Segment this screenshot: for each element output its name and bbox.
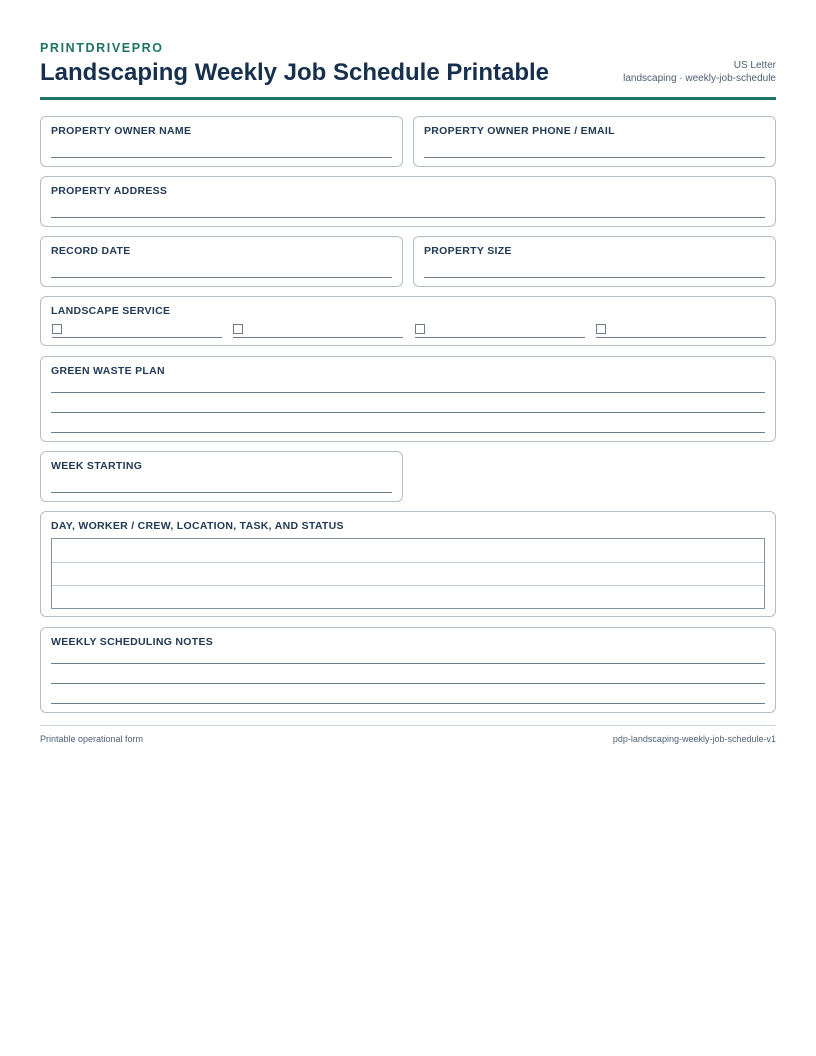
green-waste-line-2[interactable]: [51, 412, 765, 413]
service-option-3-checkbox[interactable]: [415, 324, 425, 334]
week-starting-label: WEEK STARTING: [51, 460, 143, 472]
green-waste-plan-field: [40, 356, 776, 442]
category-path: landscaping · weekly-job-schedule: [623, 73, 776, 84]
footer-form-id: pdp-landscaping-weekly-job-schedule-v1: [612, 734, 776, 744]
brand-name: PRINTDRIVEPRO: [40, 41, 164, 55]
owner-name-input-line[interactable]: [51, 157, 392, 158]
form-footer: [40, 725, 776, 744]
schedule-row-divider-1: [52, 562, 764, 563]
form-header: [40, 40, 776, 100]
service-option-2-line[interactable]: [233, 337, 403, 338]
property-size-label: PROPERTY SIZE: [424, 245, 512, 257]
week-starting-input-line[interactable]: [51, 492, 392, 493]
green-waste-plan-label: GREEN WASTE PLAN: [51, 365, 165, 377]
owner-name-field: [40, 116, 403, 167]
owner-contact-input-line[interactable]: [424, 157, 765, 158]
green-waste-line-1[interactable]: [51, 392, 765, 393]
owner-contact-label: PROPERTY OWNER PHONE / EMAIL: [424, 125, 615, 137]
paper-size: US Letter: [733, 60, 776, 71]
service-option-1-line[interactable]: [52, 337, 222, 338]
service-option-1-checkbox[interactable]: [52, 324, 62, 334]
form-meta: [623, 59, 776, 85]
service-option-2-checkbox[interactable]: [233, 324, 243, 334]
record-date-input-line[interactable]: [51, 277, 392, 278]
schedule-table-field: [40, 511, 776, 617]
service-option-3-line[interactable]: [415, 337, 585, 338]
footer-description: Printable operational form: [40, 734, 144, 744]
weekly-notes-field: [40, 627, 776, 713]
property-address-label: PROPERTY ADDRESS: [51, 185, 168, 197]
property-address-field: [40, 176, 776, 227]
record-date-label: RECORD DATE: [51, 245, 131, 257]
record-date-field: [40, 236, 403, 287]
week-starting-field: [40, 451, 403, 502]
weekly-notes-line-2[interactable]: [51, 683, 765, 684]
schedule-row-divider-2: [52, 585, 764, 586]
landscape-service-label: LANDSCAPE SERVICE: [51, 305, 171, 317]
schedule-table-label: DAY, WORKER / CREW, LOCATION, TASK, AND STATUS: [51, 520, 344, 532]
weekly-notes-line-1[interactable]: [51, 663, 765, 664]
landscape-service-field: [40, 296, 776, 346]
owner-contact-field: [413, 116, 776, 167]
schedule-grid: [51, 538, 765, 609]
property-size-input-line[interactable]: [424, 277, 765, 278]
property-size-field: [413, 236, 776, 287]
service-option-4-line[interactable]: [596, 337, 766, 338]
weekly-notes-label: WEEKLY SCHEDULING NOTES: [51, 636, 214, 648]
owner-name-label: PROPERTY OWNER NAME: [51, 125, 192, 137]
green-waste-line-3[interactable]: [51, 432, 765, 433]
service-option-4-checkbox[interactable]: [596, 324, 606, 334]
weekly-notes-line-3[interactable]: [51, 703, 765, 704]
property-address-input-line[interactable]: [51, 217, 765, 218]
page-title: Landscaping Weekly Job Schedule Printable: [40, 59, 550, 86]
